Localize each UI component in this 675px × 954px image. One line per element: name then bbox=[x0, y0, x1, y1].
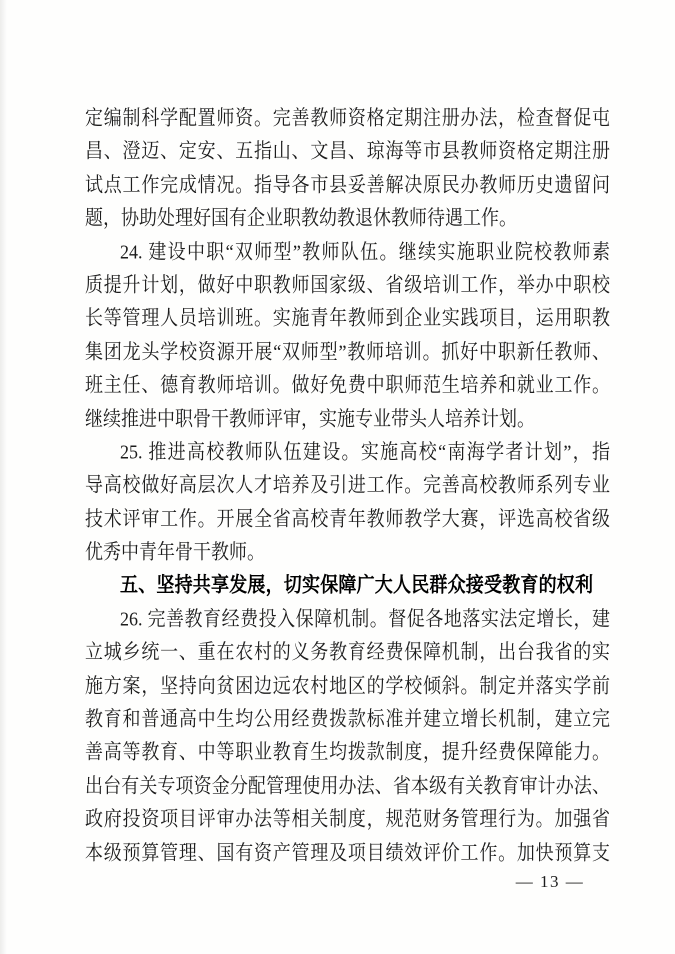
document-text-block bbox=[85, 102, 610, 870]
doc-line-16-item-26: 26. 完善教育经费投入保障机制。督促各地落实法定增长，建 bbox=[120, 607, 610, 631]
doc-line-6: 质提升计划，做好中职教师国家级、省级培训工作，举办中职校 bbox=[85, 273, 610, 297]
doc-line-7: 长等管理人员培训班。实施青年教师到企业实践项目，运用职教 bbox=[85, 306, 610, 330]
doc-line-11-item-25: 25. 推进高校教师队伍建设。实施高校“南海学者计划”，指 bbox=[120, 440, 610, 464]
doc-line-9: 班主任、德育教师培训。做好免费中职师范生培养和就业工作。 bbox=[85, 373, 610, 397]
doc-line-18: 施方案，坚持向贫困边远农村地区的学校倾斜。制定并落实学前 bbox=[85, 674, 610, 697]
doc-line-1: 定编制科学配置师资。完善教师资格定期注册办法，检查督促屯 bbox=[85, 106, 610, 130]
doc-line-3: 试点工作完成情况。指导各市县妥善解决原民办教师历史遗留问 bbox=[85, 173, 610, 196]
doc-line-17: 立城乡统一、重在农村的义务教育经费保障机制，出台我省的实 bbox=[85, 640, 610, 664]
doc-line-21: 出台有关专项资金分配管理使用办法、省本级有关教育审计办法、 bbox=[85, 774, 610, 798]
scan-edge-artifact bbox=[0, 0, 7, 954]
doc-line-14: 优秀中青年骨干教师。 bbox=[85, 540, 265, 564]
doc-line-2: 昌、澄迈、定安、五指山、文昌、琼海等市县教师资格定期注册 bbox=[85, 140, 610, 163]
doc-line-20: 善高等教育、中等职业教育生均拨款制度，提升经费保障能力。 bbox=[85, 741, 610, 764]
doc-line-13: 技术评审工作。开展全省高校青年教师教学大赛，评选高校省级 bbox=[85, 507, 610, 530]
doc-line-8: 集团龙头学校资源开展“双师型”教师培训。抓好中职新任教师、 bbox=[85, 340, 610, 363]
doc-line-19: 教育和普通高中生均公用经费拨款标准并建立增长机制，建立完 bbox=[85, 707, 610, 731]
doc-line-5-item-24: 24. 建设中职“双师型”教师队伍。继续实施职业院校教师素 bbox=[120, 240, 610, 263]
doc-line-22: 政府投资项目评审办法等相关制度，规范财务管理行为。加强省 bbox=[85, 807, 610, 831]
page-number: — 13 — bbox=[515, 872, 585, 891]
doc-line-23: 本级预算管理、国有资产管理及项目绩效评价工作。加快预算支 bbox=[85, 841, 610, 864]
doc-line-10: 继续推进中职骨干教师评审，实施专业带头人培养计划。 bbox=[85, 407, 535, 430]
doc-line-12: 导高校做好高层次人才培养及引进工作。完善高校教师系列专业 bbox=[85, 473, 610, 497]
doc-line-4: 题，协助处理好国有企业职教幼教退休教师待遇工作。 bbox=[85, 206, 517, 230]
section-5-heading: 五、坚持共享发展，切实保障广大人民群众接受教育的权利 bbox=[120, 574, 594, 597]
